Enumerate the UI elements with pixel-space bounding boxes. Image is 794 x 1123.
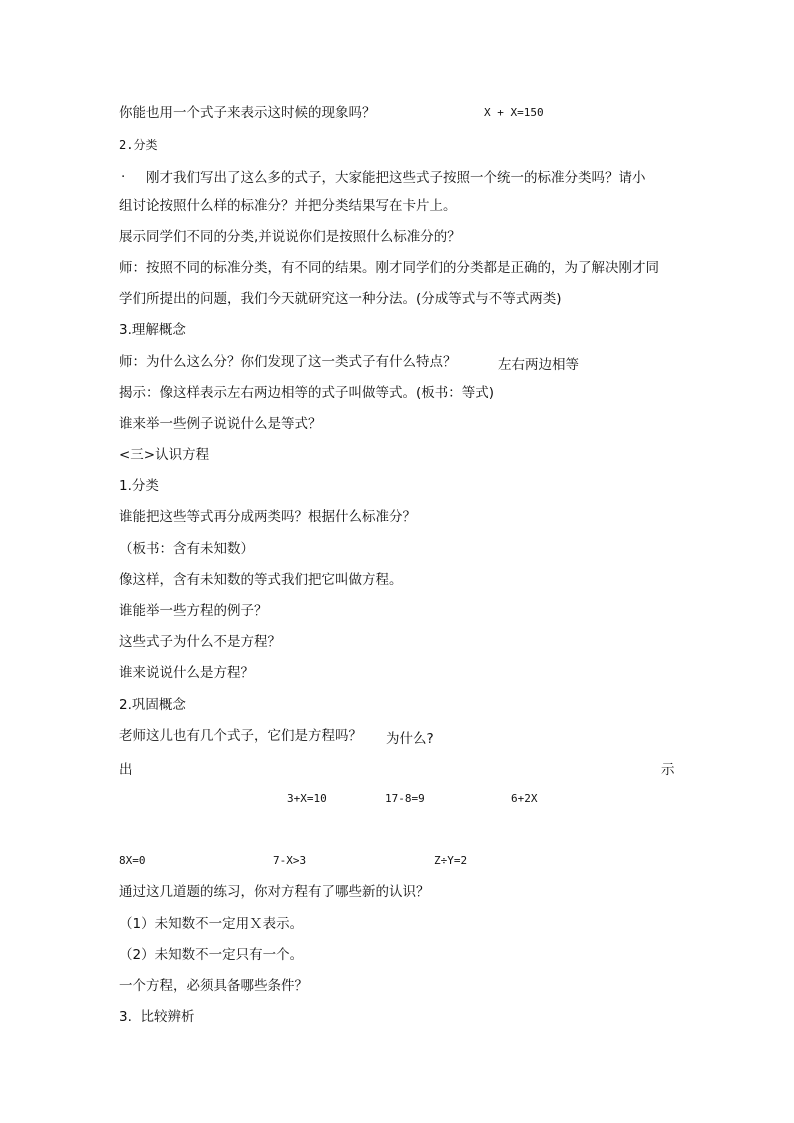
paragraph-board: （板书：含有未知数） <box>119 541 254 557</box>
paragraph-why-not: 这些式子为什么不是方程？ <box>119 634 281 650</box>
equation-item: Z÷Y=2 <box>434 854 468 867</box>
question-text: 你能也用一个式子来表示这时候的现象吗？ <box>119 105 376 121</box>
paragraph-classify-line2: 组讨论按照什么样的标准分？并把分类结果写在卡片上。 <box>119 198 457 214</box>
paragraph-teacher-line1: 师：按照不同的标准分类，有不同的结果。刚才同学们的分类都是正确的，为了解决刚才同 <box>119 260 659 276</box>
paragraph-equation-examples: 谁能举一些方程的例子？ <box>119 603 268 619</box>
equation-item: 3+X=10 <box>287 792 327 805</box>
equation-x-plus-x: X + X=150 <box>484 106 544 119</box>
bullet-dot: . <box>121 165 126 181</box>
paragraph-what-is: 谁来说说什么是方程？ <box>119 665 254 681</box>
heading-understand-concept: 3.理解概念 <box>119 322 186 338</box>
paragraph-teacher-why: 为什么? <box>386 731 434 747</box>
paragraph-conditions: 一个方程，必须具备哪些条件？ <box>119 978 308 994</box>
paragraph-teacher-question: 老师这儿也有几个式子，它们是方程吗？ <box>119 728 362 744</box>
paragraph-why: 师：为什么这么分？你们发现了这一类式子有什么特点？ <box>119 354 457 370</box>
paragraph-reveal: 揭示：像这样表示左右两边相等的式子叫做等式。(板书：等式) <box>119 385 495 401</box>
equation-item: 7-X>3 <box>273 854 307 867</box>
paragraph-examples: 谁来举一些例子说说什么是等式？ <box>119 416 322 432</box>
paragraph-point-2: （2）未知数不一定只有一个。 <box>119 947 304 963</box>
show-label-right: 示 <box>661 762 675 778</box>
show-label-left: 出 <box>119 762 133 778</box>
equation-item: 6+2X <box>511 792 538 805</box>
question-line <box>119 104 376 122</box>
paragraph-classify-2: 谁能把这些等式再分成两类吗？根据什么标准分？ <box>119 509 416 525</box>
paragraph-point-1: （1）未知数不一定用Ｘ表示。 <box>119 916 304 932</box>
paragraph-define-equation: 像这样，含有未知数的等式我们把它叫做方程。 <box>119 572 403 588</box>
answer-left-right-equal: 左右两边相等 <box>498 357 579 373</box>
paragraph-classify-line1: 刚才我们写出了这么多的式子，大家能把这些式子按照一个统一的标准分类吗？请小 <box>146 170 646 186</box>
paragraph-show: 展示同学们不同的分类,并说说你们是按照什么标准分的？ <box>119 229 461 245</box>
heading-classify: 2.分类 <box>119 138 158 152</box>
equation-item: 17-8=9 <box>385 792 425 805</box>
paragraph-teacher-line2: 学们所提出的问题，我们今天就研究这一种分法。(分成等式与不等式两类) <box>119 291 562 307</box>
heading-section-three: <三>认识方程 <box>119 447 210 463</box>
equation-item: 8X=0 <box>119 854 146 867</box>
paragraph-summary: 通过这几道题的练习，你对方程有了哪些新的认识？ <box>119 884 430 900</box>
heading-consolidate: 2.巩固概念 <box>119 697 186 713</box>
heading-classify-2: 1.分类 <box>119 478 159 494</box>
heading-compare: 3. 比较辨析 <box>119 1009 195 1025</box>
